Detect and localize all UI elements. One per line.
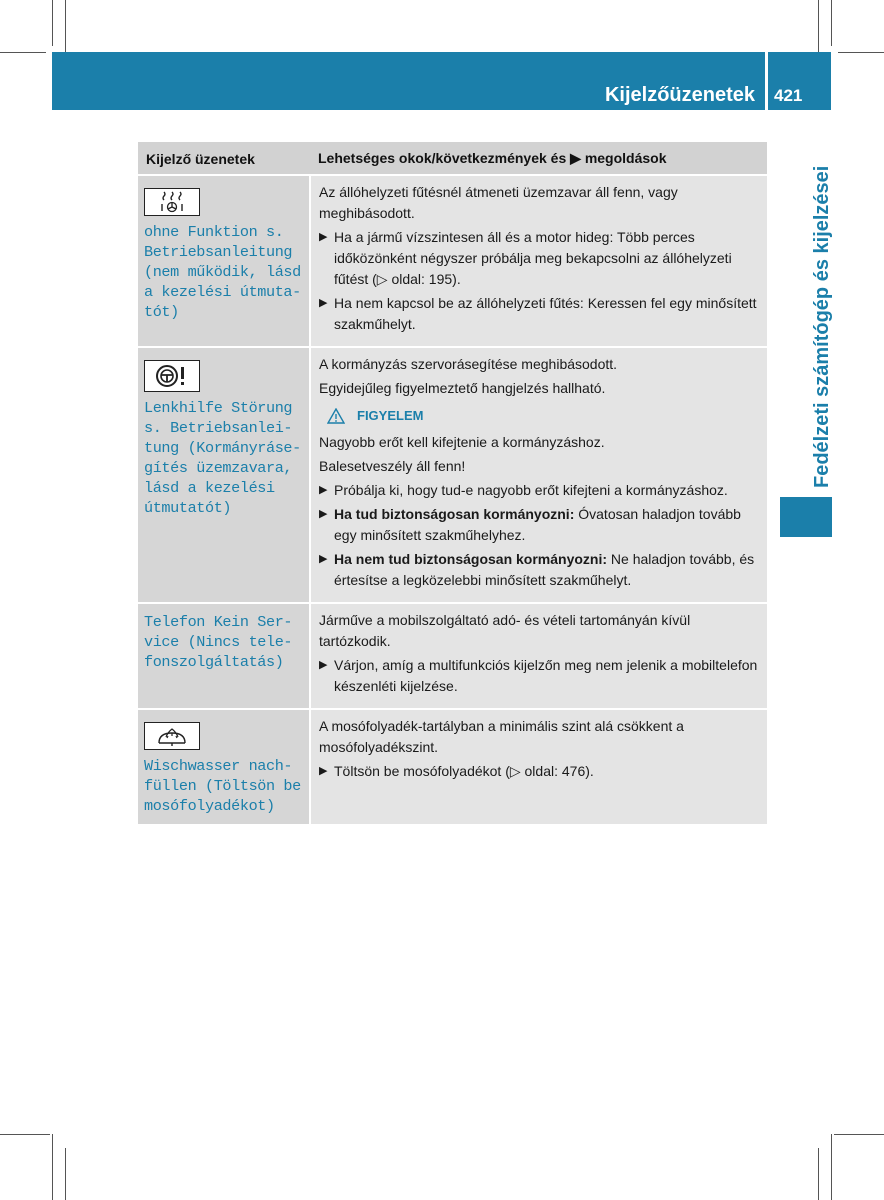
chapter-marker: [780, 497, 832, 537]
solution-cell: [310, 709, 767, 824]
crop-mark: [52, 0, 53, 46]
bullet-triangle-icon: ▶: [319, 659, 328, 671]
bullet-triangle-icon: ▶: [319, 231, 328, 243]
warning-text: Nagyobb erőt kell kifejtenie a kormányzáshoz.: [319, 434, 605, 450]
bullet-text: Ha a jármű vízszintesen áll és a motor hideg: Több perces időközönként négyszer próbálja meg bekapcsolni az állóhelyzeti fűtést (▷ oldal: 195).: [334, 229, 732, 287]
bullet-text: Töltsön be mosófolyadékot (▷ oldal: 476).: [334, 763, 594, 779]
solution-cell: [310, 175, 767, 347]
bullet-triangle-icon: ▶: [319, 508, 328, 520]
message-cell: [138, 347, 310, 603]
cause-text: Az állóhelyzeti fűtésnél átmeneti üzemzavar áll fenn, vagy meghibásodott.: [319, 184, 678, 221]
crop-mark: [834, 1134, 884, 1135]
table-row: [138, 709, 767, 824]
crop-mark: [831, 1134, 832, 1200]
crop-mark: [818, 1148, 819, 1200]
warning-triangle-icon: [327, 408, 345, 424]
bullet-text: Próbálja ki, hogy tud-e nagyobb erőt kifejteni a kormányzáshoz.: [334, 482, 728, 498]
list-item: [319, 293, 759, 335]
bullet-bold-text: Ha nem tud biztonságosan kormányozni:: [334, 551, 608, 567]
table-row: [138, 175, 767, 347]
crop-mark: [831, 0, 832, 46]
display-message: Telefon Kein Ser- vice (Nincs tele- fonszolgáltatás): [144, 613, 293, 671]
warning-text: Balesetveszély áll fenn!: [319, 458, 466, 474]
list-item: [319, 504, 759, 546]
crop-mark: [65, 0, 66, 52]
solution-cell: [310, 347, 767, 603]
bullet-triangle-icon: ▶: [319, 553, 328, 565]
bullet-text: Óvatosan haladjon tovább egy minősített szakműhelyhez.: [334, 506, 741, 543]
table-header-row: [138, 142, 767, 175]
cause-text: Járműve a mobilszolgáltató adó- és vételi tartományán kívül tartózkodik.: [319, 612, 691, 649]
bullet-triangle-icon: ▶: [319, 484, 328, 496]
bullet-text: Várjon, amíg a multifunkciós kijelzőn meg nem jelenik a mobiltelefon készenléti kijelzése.: [334, 657, 758, 694]
warning-heading: [327, 405, 759, 426]
crop-mark: [0, 1134, 50, 1135]
bullet-text: Ne haladjon tovább, és értesítse a legközelebbi minősített szakműhelyt.: [334, 551, 755, 588]
display-message: ohne Funktion s. Betriebsanleitung (nem működik, lásd a kezelési útmuta- tót): [144, 223, 301, 321]
page-title: Kijelzőüzenetek: [604, 84, 755, 106]
message-cell: [138, 175, 310, 347]
crop-mark: [818, 0, 819, 52]
message-cell: [138, 709, 310, 824]
col-solutions-label: megoldások: [584, 150, 667, 166]
bullet-text: Ha nem kapcsol be az állóhelyzeti fűtés: Keressen fel egy minősített szakműhelyt.: [334, 295, 757, 332]
message-table: [138, 142, 767, 824]
chapter-side-label: Fedélzeti számítógép és kijelzései: [811, 165, 833, 488]
header-divider: [765, 52, 768, 110]
crop-mark: [52, 1134, 53, 1200]
table-row: [138, 603, 767, 709]
display-message: Wischwasser nach- füllen (Töltsön be mosófolyadékot): [144, 757, 301, 815]
heater-fan-icon: [144, 188, 200, 216]
list-item: [319, 549, 759, 591]
bullet-bold-text: Ha tud biztonságosan kormányozni:: [334, 506, 575, 522]
warning-label: FIGYELEM: [357, 408, 424, 423]
washer-fluid-icon: [144, 722, 200, 750]
cause-text: A kormányzás szervorásegítése meghibásodott.: [319, 356, 618, 372]
solution-cell: [310, 603, 767, 709]
list-item: [319, 761, 759, 782]
cause-text: Egyidejűleg figyelmeztető hangjelzés hallható.: [319, 380, 606, 396]
page-header: [52, 52, 831, 110]
crop-mark: [65, 1148, 66, 1200]
crop-mark: [838, 52, 884, 53]
col-causes-solutions: [310, 142, 767, 175]
col-causes-label: Lehetséges okok/következmények és: [318, 150, 567, 166]
list-item: [319, 227, 759, 290]
crop-mark: [0, 52, 46, 53]
triangle-right-icon: ▶: [570, 150, 581, 166]
table-row: [138, 347, 767, 603]
steering-wheel-warning-icon: [144, 360, 200, 392]
cause-text: A mosófolyadék-tartályban a minimális szint alá csökkent a mosófolyadékszint.: [319, 718, 684, 755]
bullet-triangle-icon: ▶: [319, 297, 328, 309]
chapter-side-tab: [771, 143, 831, 493]
col-display-messages: Kijelző üzenetek: [138, 142, 310, 175]
message-cell: [138, 603, 310, 709]
page-number: 421: [774, 86, 803, 105]
list-item: [319, 655, 759, 697]
display-message: Lenkhilfe Störung s. Betriebsanlei- tung (Kormányráse- gítés üzemzavara, lásd a kezelési útmutatót): [144, 399, 301, 517]
list-item: [319, 480, 759, 501]
bullet-triangle-icon: ▶: [319, 765, 328, 777]
